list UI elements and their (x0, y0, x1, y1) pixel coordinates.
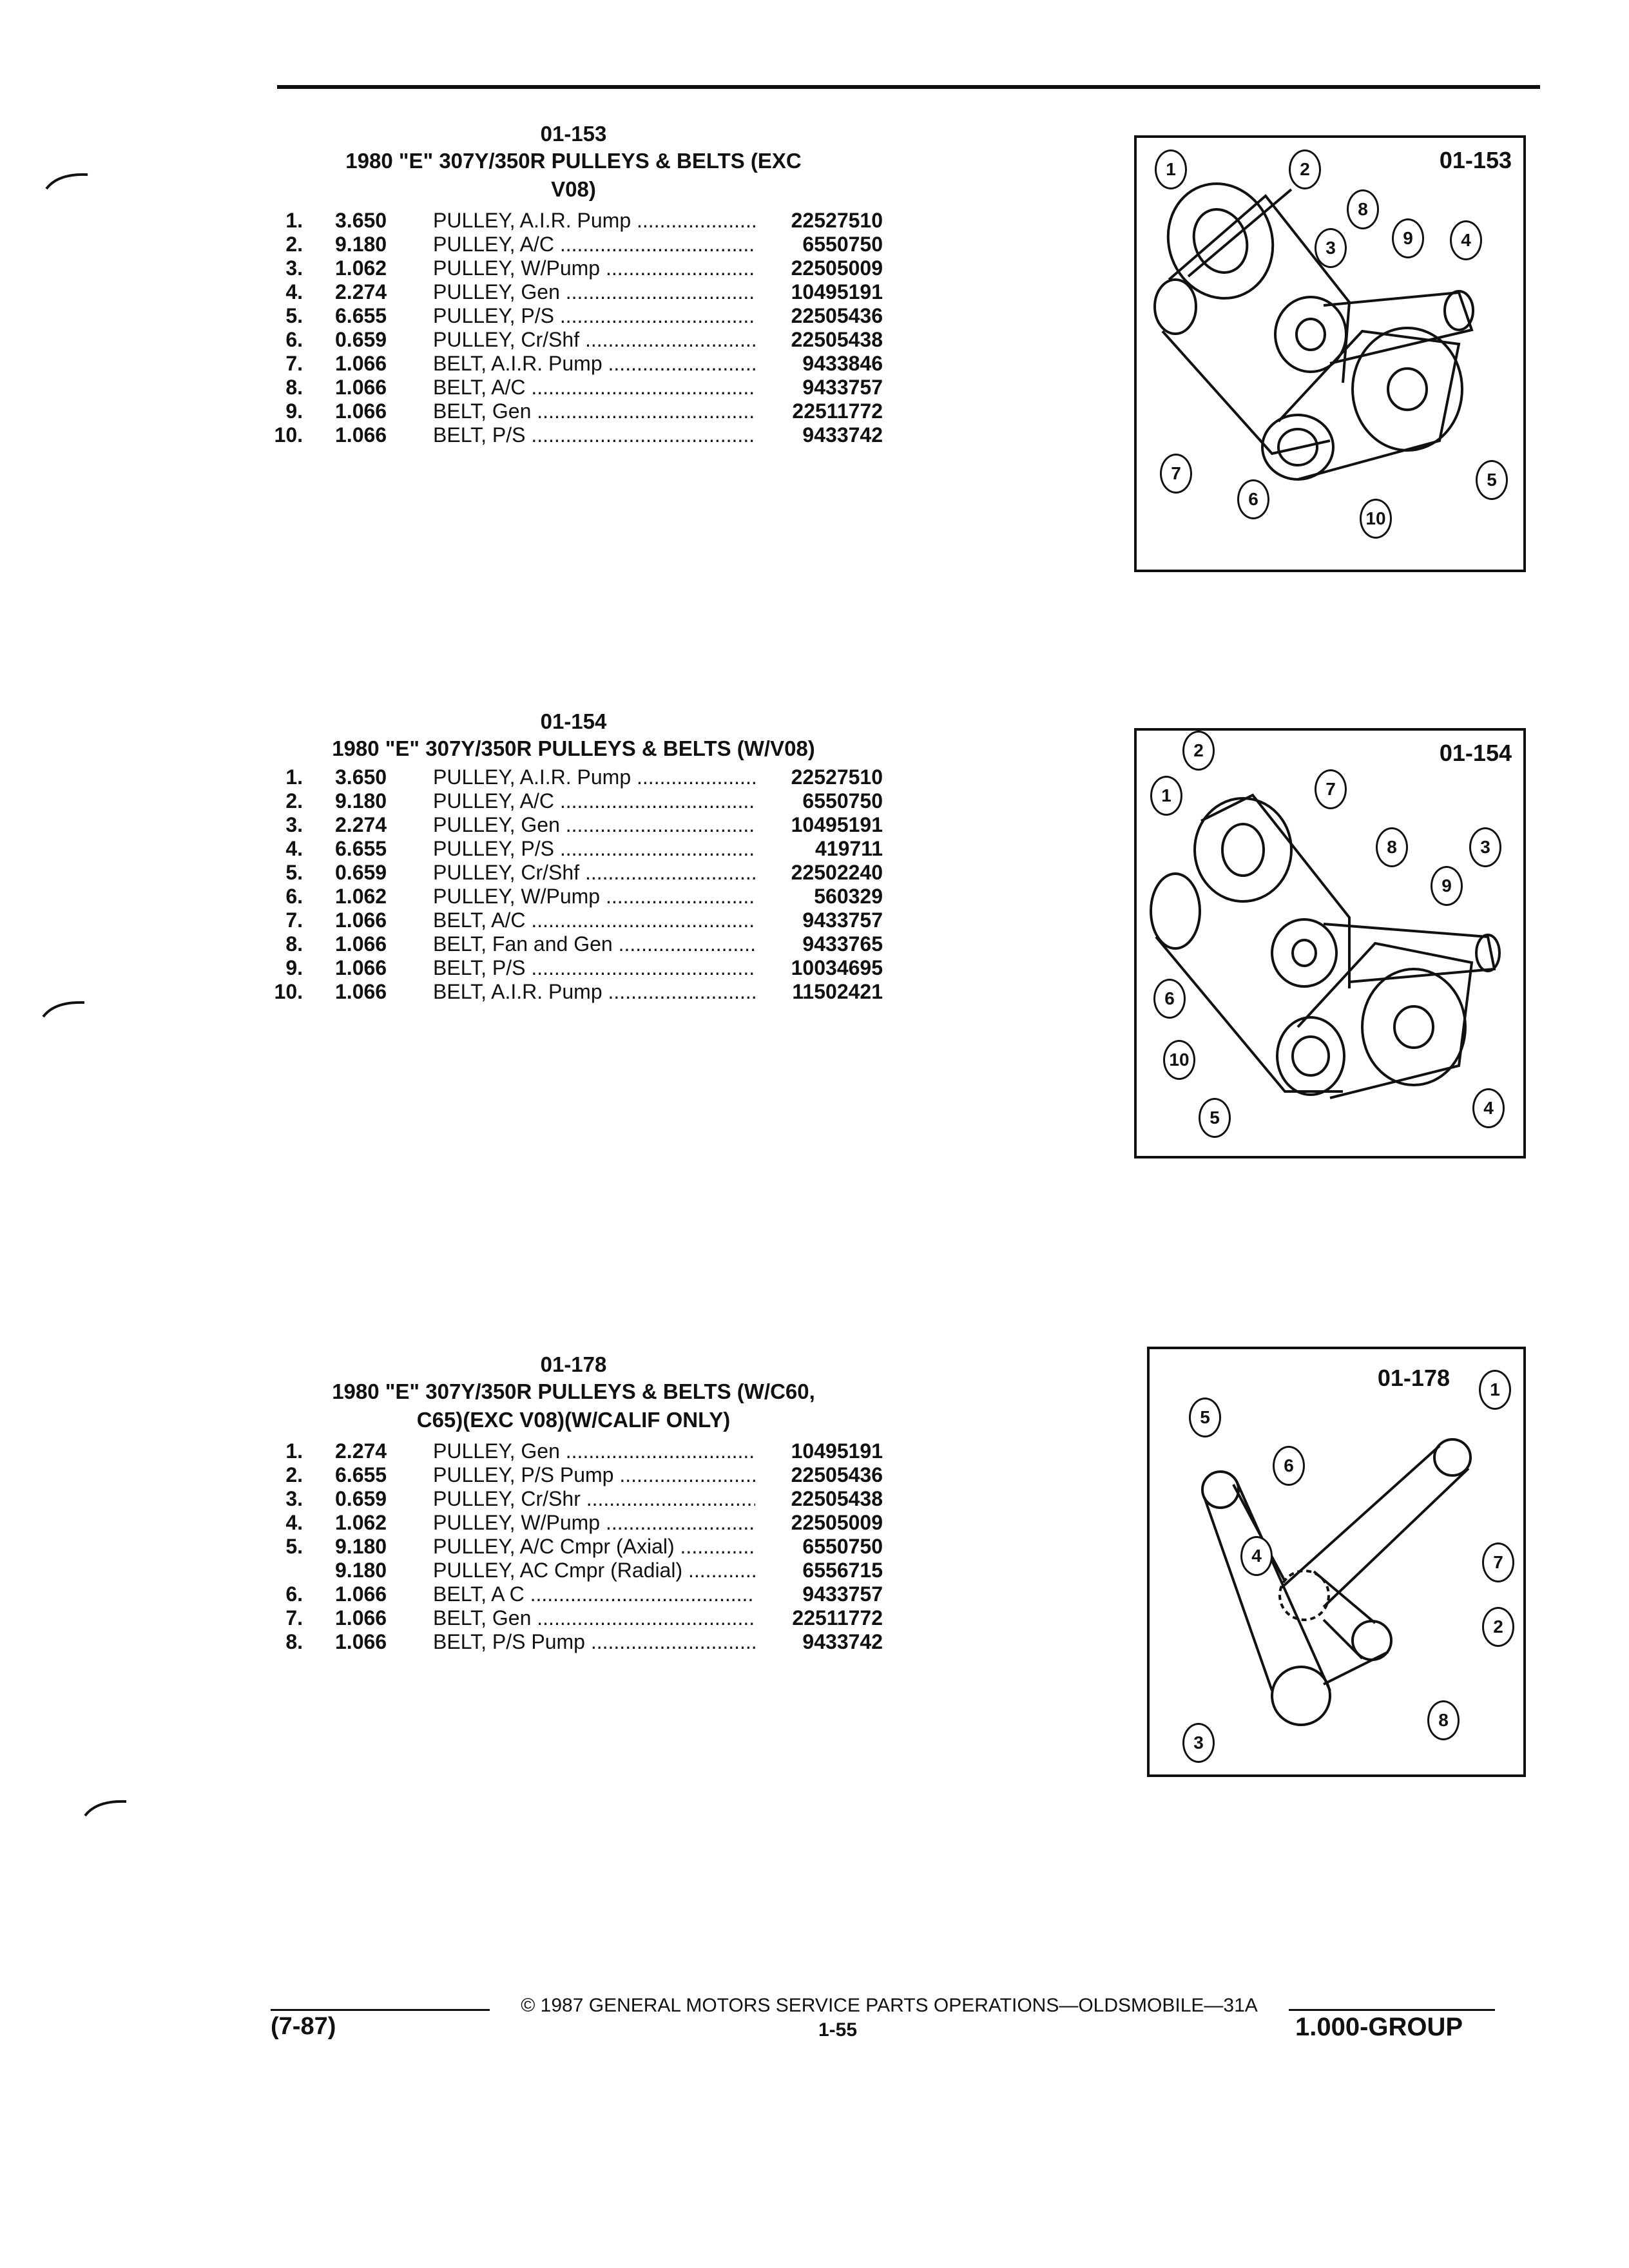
part-number: 560329 (758, 885, 883, 908)
section-title-cont: C65)(EXC V08)(W/CALIF ONLY) (416, 1408, 731, 1432)
part-qty: 1.066 (335, 399, 387, 423)
section-01-178 (264, 1352, 883, 1654)
part-number-index: 7. (285, 352, 303, 375)
part-row (264, 980, 883, 1004)
part-number: 9433742 (758, 1630, 883, 1654)
part-row (264, 423, 883, 447)
part-description: PULLEY, P/S ..... (433, 837, 755, 861)
part-description: PULLEY, A.I.R. Pump ..... (433, 209, 755, 233)
callout-circle: 8 (1427, 1700, 1460, 1740)
part-qty: 3.650 (335, 765, 387, 789)
part-qty: 6.655 (335, 1463, 387, 1486)
footer-rule-right (1289, 2009, 1495, 2011)
part-number: 22505438 (758, 1487, 883, 1511)
section-01-153 (264, 121, 883, 447)
callout-circle: 7 (1160, 454, 1192, 494)
part-qty: 1.066 (335, 980, 387, 1003)
part-row (264, 1463, 883, 1487)
part-number-index: 6. (285, 885, 303, 908)
part-row (264, 789, 883, 813)
part-number-index: 10. (274, 423, 303, 447)
parts-list (264, 1439, 883, 1654)
part-number-index: 8. (285, 1630, 303, 1653)
callout-circle: 2 (1289, 149, 1321, 189)
figure-label: 01-178 (1375, 1365, 1452, 1392)
part-row (264, 861, 883, 885)
part-qty: 9.180 (335, 1559, 387, 1582)
part-row (264, 932, 883, 956)
part-row (264, 885, 883, 908)
part-row (264, 328, 883, 352)
part-qty: 2.274 (335, 280, 387, 303)
part-number-index: 3. (285, 813, 303, 836)
part-row (264, 1606, 883, 1630)
part-number: 9433757 (758, 908, 883, 932)
part-number-index: 6. (285, 1582, 303, 1606)
part-number: 6550750 (758, 789, 883, 813)
part-qty: 1.066 (335, 1582, 387, 1606)
callout-circle: 3 (1315, 228, 1347, 268)
part-number: 10495191 (758, 1439, 883, 1463)
figure-01-153 (1134, 135, 1526, 572)
callout-circle: 2 (1182, 731, 1215, 771)
part-row (264, 1511, 883, 1535)
part-number-index: 5. (285, 861, 303, 884)
part-description: PULLEY, A.I.R. Pump ..... (433, 765, 755, 789)
top-rule (277, 85, 1540, 89)
part-qty: 6.655 (335, 304, 387, 327)
section-code: 01-154 (540, 709, 607, 733)
callout-circle: 6 (1237, 479, 1269, 519)
callout-circle: 9 (1392, 218, 1424, 258)
part-number-index: 6. (285, 328, 303, 351)
part-row (264, 1630, 883, 1654)
part-qty: 0.659 (335, 1487, 387, 1510)
part-number-index: 2. (285, 789, 303, 812)
section-title-cont: V08) (551, 177, 596, 201)
callout-circle: 8 (1347, 189, 1379, 229)
part-number-index: 2. (285, 233, 303, 256)
part-number: 10034695 (758, 956, 883, 980)
section-title: 1980 "E" 307Y/350R PULLEYS & BELTS (W/V08) (332, 736, 815, 760)
part-number-index: 8. (285, 932, 303, 956)
callout-circle: 1 (1150, 776, 1182, 816)
part-number: 22505436 (758, 1463, 883, 1487)
margin-mark (42, 999, 87, 1018)
margin-mark (84, 1798, 129, 1817)
part-qty: 3.650 (335, 209, 387, 232)
callout-circle: 1 (1479, 1370, 1511, 1410)
part-row (264, 304, 883, 328)
part-number: 10495191 (758, 813, 883, 837)
part-description: PULLEY, A/C ..... (433, 233, 755, 256)
part-number: 22505436 (758, 304, 883, 328)
part-qty: 1.066 (335, 1630, 387, 1653)
part-description: PULLEY, Cr/Shr ..... (433, 1487, 755, 1511)
part-qty: 1.066 (335, 932, 387, 956)
section-title: 1980 "E" 307Y/350R PULLEYS & BELTS (EXC (345, 149, 802, 173)
part-description: BELT, Gen ..... (433, 399, 755, 423)
part-description: PULLEY, Cr/Shf ..... (433, 861, 755, 885)
part-description: BELT, A.I.R. Pump ..... (433, 980, 755, 1004)
part-number: 22527510 (758, 765, 883, 789)
part-description: BELT, P/S Pump ..... (433, 1630, 755, 1654)
part-row (264, 1535, 883, 1559)
part-description: BELT, P/S ..... (433, 423, 755, 447)
part-qty: 1.062 (335, 885, 387, 908)
part-description: BELT, A/C ..... (433, 376, 755, 399)
part-number: 22511772 (758, 1606, 883, 1630)
part-number-index: 3. (285, 1487, 303, 1510)
part-description: PULLEY, Cr/Shf ..... (433, 328, 755, 352)
part-description: PULLEY, Gen ..... (433, 1439, 755, 1463)
part-row (264, 209, 883, 233)
callout-circle: 1 (1155, 149, 1187, 189)
part-qty: 9.180 (335, 1535, 387, 1558)
part-row (264, 1582, 883, 1606)
callout-circle: 4 (1472, 1088, 1505, 1128)
part-number-index: 5. (285, 304, 303, 327)
part-description: BELT, A.I.R. Pump ..... (433, 352, 755, 376)
callout-circle: 3 (1182, 1723, 1215, 1763)
callout-circle: 4 (1240, 1536, 1273, 1576)
part-number-index: 1. (285, 765, 303, 789)
part-qty: 2.274 (335, 1439, 387, 1463)
part-qty: 9.180 (335, 789, 387, 812)
part-description: PULLEY, A/C ..... (433, 789, 755, 813)
part-description: PULLEY, A/C Cmpr (Axial) ..... (433, 1535, 755, 1559)
part-row (264, 376, 883, 399)
part-number: 9433846 (758, 352, 883, 376)
part-number-index: 4. (285, 280, 303, 303)
part-number-index: 1. (285, 209, 303, 232)
part-qty: 1.066 (335, 423, 387, 447)
revision-date: (7-87) (271, 2013, 336, 2040)
belt-diagram-illustration (1137, 138, 1523, 570)
part-qty: 6.655 (335, 837, 387, 860)
part-number-index: 3. (285, 256, 303, 280)
part-description: PULLEY, W/Pump ..... (433, 256, 755, 280)
part-description: PULLEY, P/S Pump ..... (433, 1463, 755, 1487)
callout-circle: 3 (1469, 827, 1501, 867)
part-number: 6550750 (758, 233, 883, 256)
part-number-index: 5. (285, 1535, 303, 1558)
callout-circle: 10 (1360, 499, 1392, 539)
group-number: 1.000-GROUP (1295, 2013, 1463, 2041)
part-row (264, 280, 883, 304)
part-number: 9433757 (758, 376, 883, 399)
part-description: BELT, Fan and Gen ..... (433, 932, 755, 956)
callout-circle: 8 (1376, 827, 1408, 867)
callout-circle: 5 (1476, 460, 1508, 500)
part-number-index: 9. (285, 956, 303, 979)
callout-circle: 2 (1482, 1607, 1514, 1647)
part-description: PULLEY, W/Pump ..... (433, 1511, 755, 1535)
part-qty: 1.062 (335, 1511, 387, 1534)
part-number: 22527510 (758, 209, 883, 233)
figure-label: 01-154 (1437, 740, 1514, 767)
part-qty: 0.659 (335, 328, 387, 351)
parts-list (264, 765, 883, 1004)
callout-circle: 7 (1482, 1542, 1514, 1582)
part-row (264, 1487, 883, 1511)
part-number: 22505438 (758, 328, 883, 352)
part-qty: 1.066 (335, 1606, 387, 1629)
part-qty: 1.066 (335, 908, 387, 932)
callout-circle: 6 (1153, 979, 1186, 1019)
margin-mark (45, 171, 90, 190)
part-number: 9433742 (758, 423, 883, 447)
part-number: 9433757 (758, 1582, 883, 1606)
figure-01-154 (1134, 728, 1526, 1158)
part-number: 11502421 (758, 980, 883, 1004)
part-description: BELT, P/S ..... (433, 956, 755, 980)
part-number: 22505009 (758, 256, 883, 280)
part-row (264, 256, 883, 280)
part-row (264, 956, 883, 980)
part-number-index: 4. (285, 837, 303, 860)
part-qty: 2.274 (335, 813, 387, 836)
part-number: 6556715 (758, 1559, 883, 1582)
callout-circle: 9 (1431, 866, 1463, 906)
part-row (264, 352, 883, 376)
part-number: 22502240 (758, 861, 883, 885)
figure-01-178 (1147, 1347, 1526, 1777)
part-row (264, 399, 883, 423)
page-number: 1-55 (818, 2019, 858, 2041)
callout-circle: 4 (1450, 220, 1482, 260)
part-description: PULLEY, P/S ..... (433, 304, 755, 328)
part-number-index: 8. (285, 376, 303, 399)
part-number: 9433765 (758, 932, 883, 956)
callout-circle: 10 (1163, 1040, 1195, 1080)
part-qty: 1.066 (335, 376, 387, 399)
part-number-index: 2. (285, 1463, 303, 1486)
part-number: 22505009 (758, 1511, 883, 1535)
part-description: BELT, A/C ..... (433, 908, 755, 932)
part-number-index: 4. (285, 1511, 303, 1534)
part-row (264, 1559, 883, 1582)
parts-list (264, 209, 883, 447)
section-title: 1980 "E" 307Y/350R PULLEYS & BELTS (W/C60, (332, 1379, 815, 1403)
part-description: BELT, A C ..... (433, 1582, 755, 1606)
part-number-index: 7. (285, 908, 303, 932)
part-number-index: 9. (285, 399, 303, 423)
part-row (264, 233, 883, 256)
section-code: 01-178 (540, 1352, 607, 1376)
part-description: BELT, Gen ..... (433, 1606, 755, 1630)
part-description: PULLEY, AC Cmpr (Radial) ..... (433, 1559, 755, 1582)
part-row (264, 813, 883, 837)
part-number: 22511772 (758, 399, 883, 423)
callout-circle: 6 (1273, 1446, 1305, 1486)
part-number: 419711 (758, 837, 883, 861)
callout-circle: 5 (1189, 1398, 1221, 1437)
part-number: 6550750 (758, 1535, 883, 1559)
section-code: 01-153 (540, 122, 607, 146)
section-01-154 (264, 709, 883, 1004)
part-description: PULLEY, Gen ..... (433, 280, 755, 304)
part-qty: 1.066 (335, 352, 387, 375)
part-qty: 9.180 (335, 233, 387, 256)
footer-copyright: © 1987 GENERAL MOTORS SERVICE PARTS OPERATIONS—OLDSMOBILE—31A (521, 1995, 1258, 2016)
callout-circle: 5 (1199, 1098, 1231, 1138)
part-row (264, 837, 883, 861)
part-number-index: 10. (274, 980, 303, 1003)
part-description: PULLEY, W/Pump ..... (433, 885, 755, 908)
part-qty: 0.659 (335, 861, 387, 884)
part-qty: 1.062 (335, 256, 387, 280)
part-description: PULLEY, Gen ..... (433, 813, 755, 837)
part-row (264, 765, 883, 789)
part-qty: 1.066 (335, 956, 387, 979)
part-number-index: 1. (285, 1439, 303, 1463)
part-row (264, 1439, 883, 1463)
footer-rule-left (271, 2009, 490, 2011)
callout-circle: 7 (1315, 769, 1347, 809)
figure-label: 01-153 (1437, 147, 1514, 174)
part-row (264, 908, 883, 932)
part-number: 10495191 (758, 280, 883, 304)
part-number-index: 7. (285, 1606, 303, 1629)
